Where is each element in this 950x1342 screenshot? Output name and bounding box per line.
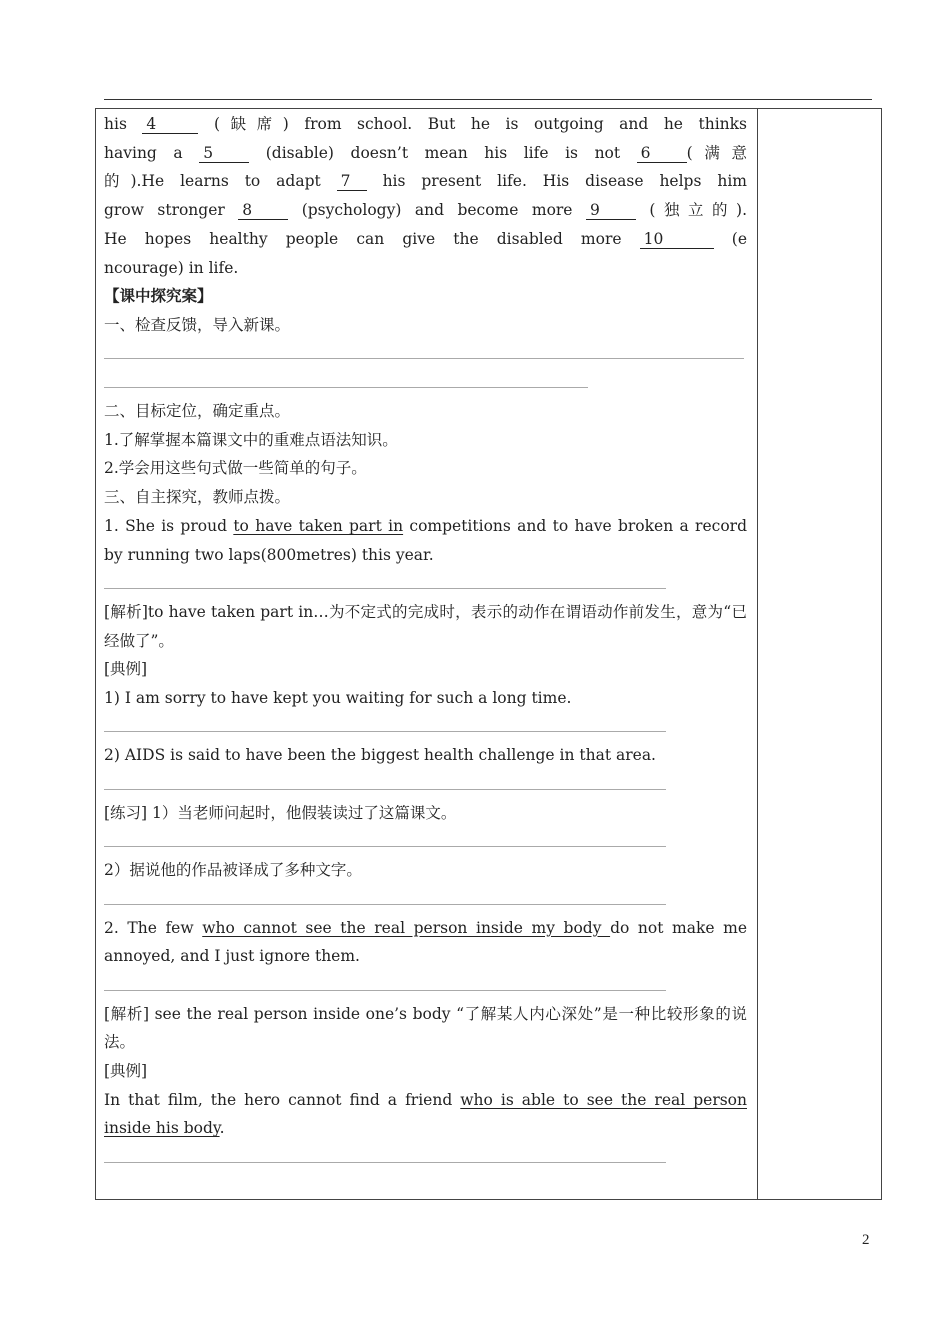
practice-1: [练习] 1）当老师问起时，他假装读过了这篇课文。: [104, 803, 457, 822]
answer-line[interactable]: [104, 368, 747, 397]
example-label-2: [典例]: [104, 1062, 148, 1081]
key-phrase: who cannot see the real person inside my body: [202, 918, 611, 937]
example-label-1: [典例]: [104, 660, 148, 679]
sentence-2: [104, 914, 747, 971]
intro-line-2: [104, 139, 747, 168]
text: (e: [713, 229, 747, 248]
example-1-2: 2) AIDS is said to have been the biggest health challenge in that area.: [104, 746, 656, 765]
page-number: 2: [862, 1232, 870, 1248]
answer-line[interactable]: [104, 885, 747, 914]
analysis-2: [解析] see the real person inside one’s body “了解某人内心深处”是一种比较形象的说法。: [104, 1004, 747, 1052]
blank-9[interactable]: 9: [586, 201, 636, 220]
text: having a: [104, 143, 200, 162]
key-phrase: to have taken part in: [233, 516, 404, 535]
text: In that film, the hero cannot find a friend: [104, 1090, 461, 1109]
step-1-heading: 一、检查反馈，导入新课。: [104, 315, 291, 334]
key-phrase: who is able to see the real person inside his body: [104, 1090, 747, 1138]
practice-2: 2）据说他的作品被译成了多种文字。: [104, 861, 362, 880]
header-rule: [104, 99, 872, 100]
blank-10[interactable]: 10: [640, 230, 714, 249]
text: his: [104, 115, 143, 133]
answer-line[interactable]: [104, 340, 747, 369]
answer-line[interactable]: [104, 971, 747, 1000]
blank-6[interactable]: 6: [637, 144, 687, 163]
intro-line-1: [104, 110, 747, 139]
answer-line[interactable]: [104, 713, 747, 742]
intro-line-3: [104, 167, 747, 196]
text: competitions and to have broken a record by running two laps(800metres) this year.: [104, 516, 747, 564]
answer-line[interactable]: [104, 569, 747, 598]
answer-line[interactable]: [104, 770, 747, 799]
step-3-heading: 三、自主探究，教师点拨。: [104, 488, 291, 507]
text: (psychology) and become more: [288, 201, 586, 220]
sentence-1: [104, 512, 747, 569]
text: his present life. His disease helps him: [366, 172, 747, 191]
intro-line-6: ncourage) in life.: [104, 258, 239, 277]
blank-8[interactable]: 8: [238, 201, 288, 220]
section-title: 【课中探究案】: [104, 286, 213, 306]
text: 的).He learns to adapt: [104, 172, 337, 191]
worksheet-content: [104, 110, 747, 1172]
blank-5[interactable]: 5: [199, 144, 249, 163]
step-2-heading: 二、目标定位，确定重点。: [104, 402, 291, 420]
text: He hopes healthy people can give the disabled more: [104, 229, 640, 248]
example-1-1: 1) I am sorry to have kept you waiting for such a long time.: [104, 689, 572, 708]
intro-line-4: [104, 196, 747, 225]
goal-1: 1.了解掌握本篇课文中的重难点语法知识。: [104, 430, 398, 449]
example-2-1: [104, 1086, 747, 1143]
text: 1. She is proud: [104, 516, 234, 535]
text: 2. The few: [104, 918, 203, 937]
answer-line[interactable]: [104, 1143, 747, 1172]
blank-4[interactable]: 4: [142, 115, 198, 134]
answer-line[interactable]: [104, 828, 747, 857]
text: grow stronger: [104, 201, 239, 220]
text: .: [219, 1119, 225, 1138]
notes-column-divider: [757, 108, 758, 1200]
text: (disable) doesn’t mean his life is not: [249, 143, 637, 162]
text: do not make me annoyed, and I just ignore them.: [104, 918, 747, 966]
intro-line-5: [104, 225, 747, 254]
blank-7[interactable]: 7: [337, 172, 367, 191]
text: (独立的).: [635, 201, 748, 220]
text: (满意: [686, 143, 747, 162]
goal-2: 2.学会用这些句式做一些简单的句子。: [104, 459, 367, 478]
text: (缺席) from school. But he is outgoing and he thinks: [198, 115, 747, 133]
analysis-1: [解析]to have taken part in…为不定式的完成时，表示的动作在谓语动作前发生，意为“已经做了”。: [104, 602, 747, 650]
